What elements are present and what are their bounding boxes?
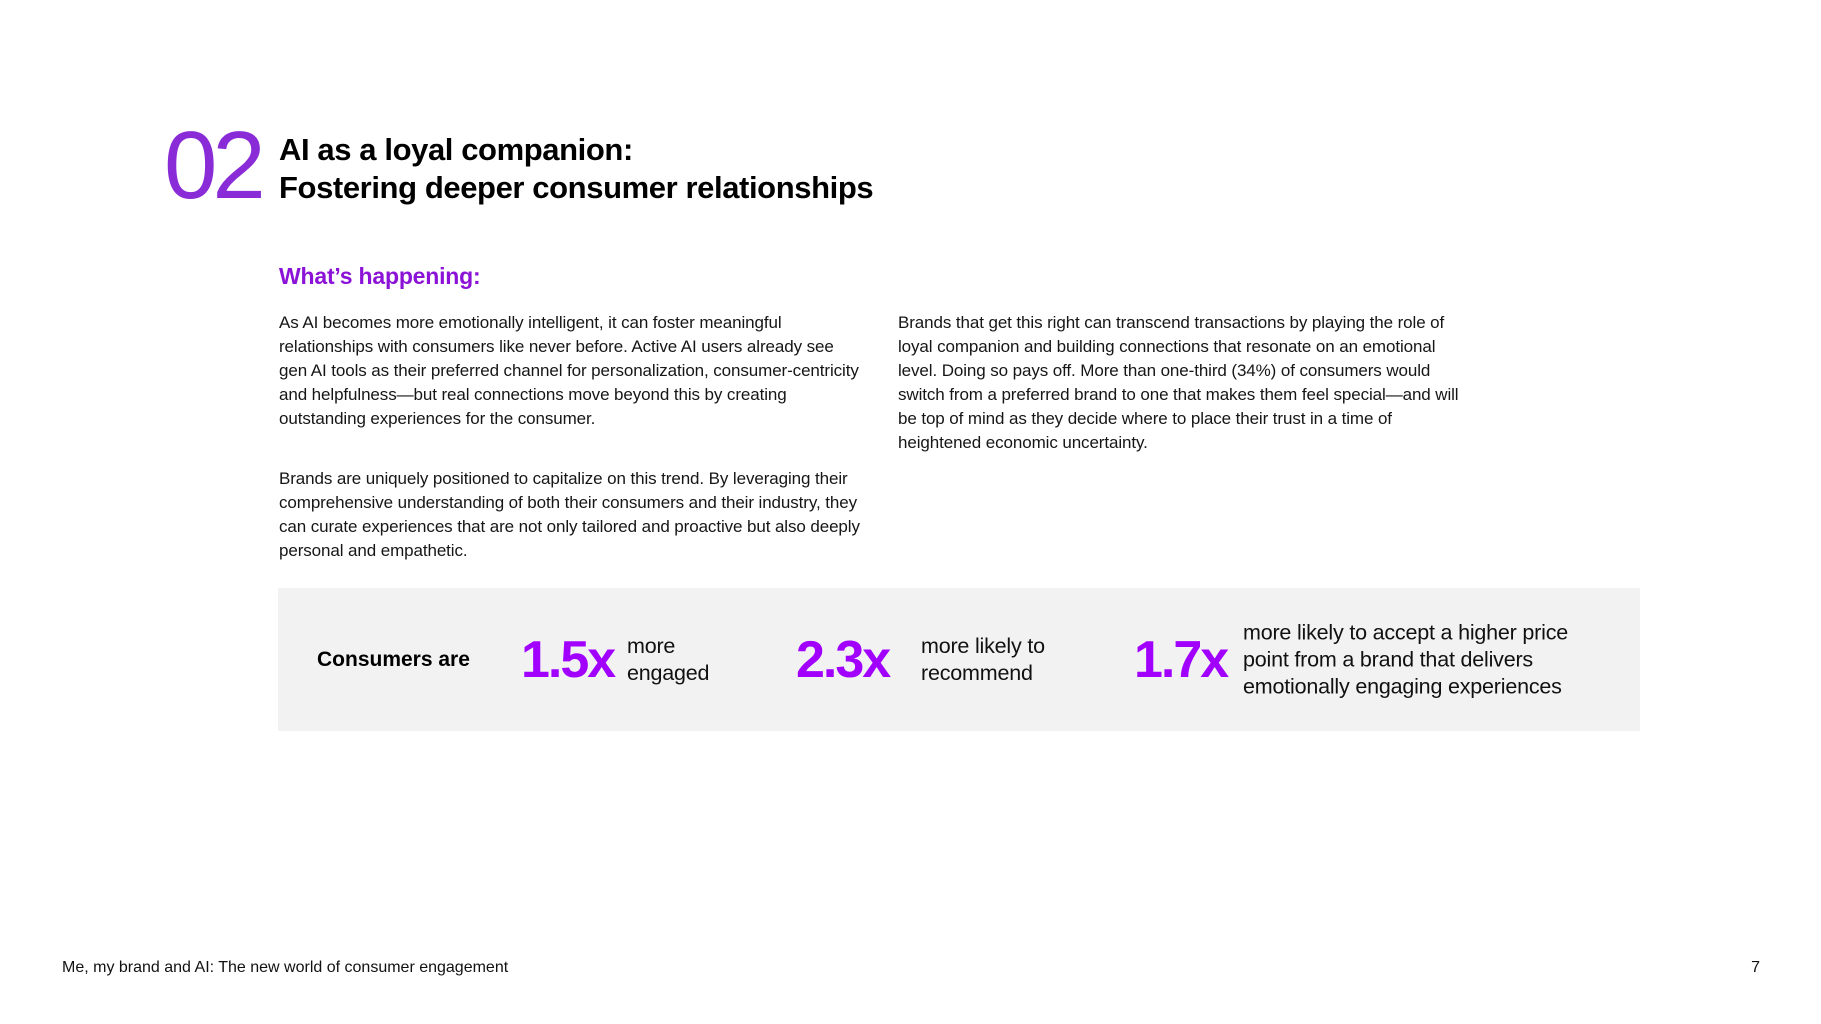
section-heading: What’s happening: [279, 263, 481, 289]
stat-value-recommend: 2.3x [796, 630, 890, 689]
stat-value-engaged: 1.5x [521, 630, 615, 689]
stats-bar [278, 588, 1640, 731]
body-paragraph: As AI becomes more emotionally intelligent, it can foster meaningful relationships with consumers like never before. Active AI users already see gen AI tools as their preferred channel for personalization, consumer-centricity and helpfulness—but real connections move beyond this by creating outstanding experiences for the consumer. [279, 313, 859, 428]
section-number: 02 [164, 112, 261, 219]
page-title-line2: Fostering deeper consumer relationships [279, 170, 874, 205]
page-title [279, 131, 873, 207]
footer-page-number: 7 [1751, 959, 1760, 976]
body-paragraph: Brands are uniquely positioned to capitalize on this trend. By leveraging their comprehensive understanding of both their consumers and their industry, they can curate experiences that are not only tailored and proactive but also deeply personal and empathetic. [279, 469, 860, 560]
stats-lead-label: Consumers are [317, 647, 470, 671]
body-right-column [898, 311, 1466, 491]
stat-label-engaged: more engaged [627, 633, 710, 685]
stat-label-price-point: more likely to accept a higher price point from a brand that delivers emotionally engaging experiences [1243, 620, 1569, 698]
page-title-line1: AI as a loyal companion: [279, 132, 633, 167]
body-paragraph: Brands that get this right can transcend transactions by playing the role of loyal companion and building connections that resonate on an emotional level. Doing so pays off. More than one-third (34%) of consumers would switch from a preferred brand to one that makes them feel special—and will be top of mind as they decide where to place their trust in a time of heightened economic uncertainty. [898, 313, 1459, 452]
body-left-column [279, 311, 864, 599]
stat-value-price-point: 1.7x [1134, 630, 1228, 689]
footer-report-title: Me, my brand and AI: The new world of consumer engagement [62, 959, 509, 976]
stat-label-recommend: more likely to recommend [921, 633, 1045, 685]
